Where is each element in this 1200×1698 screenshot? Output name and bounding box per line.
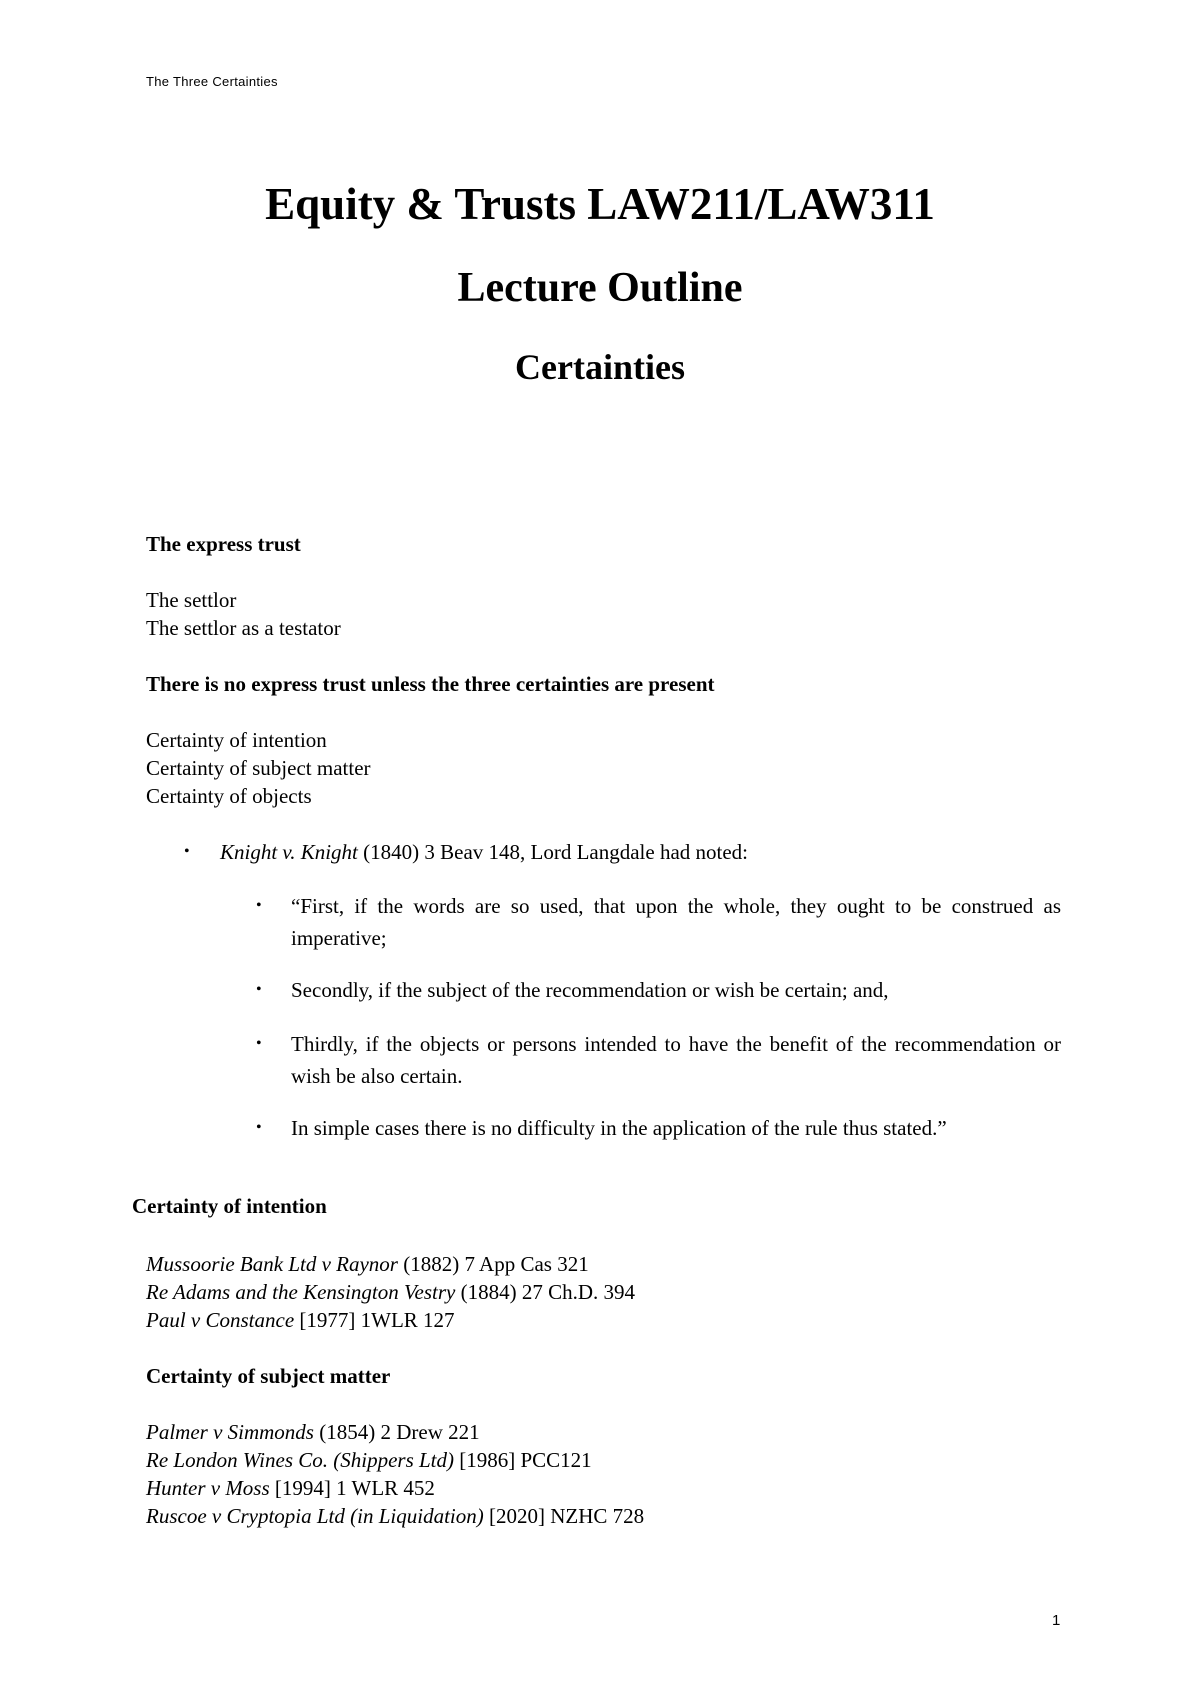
case-cite: [1994] 1 WLR 452 [269, 1476, 435, 1500]
case-citation-knight [220, 838, 748, 866]
quote-item: Thirdly, if the objects or persons intended to have the benefit of the recommendation or wish be also certain. [291, 1032, 1061, 1088]
list-item: Certainty of subject matter [146, 756, 371, 780]
list-item: Certainty of intention [146, 728, 327, 752]
case-name: Palmer v Simmonds [146, 1420, 314, 1444]
bullet-icon: • [256, 1119, 262, 1136]
case-citation [146, 1474, 435, 1502]
bullet-icon: • [256, 1035, 262, 1052]
case-cite: (1854) 2 Drew 221 [313, 1420, 480, 1444]
document-title: Equity & Trusts LAW211/LAW311 [265, 179, 935, 229]
case-name: Hunter v Moss [146, 1476, 270, 1500]
case-citation [146, 1306, 455, 1334]
section-heading-express-trust: The express trust [146, 532, 301, 556]
bullet-icon: • [256, 897, 262, 914]
list-item: The settlor [146, 588, 237, 612]
case-citation [146, 1278, 635, 1306]
list-item: The settlor as a testator [146, 616, 341, 640]
case-citation [146, 1418, 480, 1446]
quote-item: “First, if the words are so used, that upon the whole, they ought to be construed as imperative; [291, 894, 1061, 950]
case-citation [146, 1250, 589, 1278]
case-name: Mussoorie Bank Ltd v Raynor [146, 1252, 398, 1276]
quote-item: In simple cases there is no difficulty in the application of the rule thus stated.” [291, 1116, 947, 1140]
case-name: Ruscoe v Cryptopia Ltd (in Liquidation) [146, 1504, 484, 1528]
case-name: Re Adams and the Kensington Vestry [146, 1280, 456, 1304]
case-cite: [1986] PCC121 [454, 1448, 592, 1472]
case-cite: [1977] 1WLR 127 [294, 1308, 455, 1332]
list-item: Certainty of objects [146, 784, 312, 808]
quote-item: Secondly, if the subject of the recommendation or wish be certain; and, [291, 978, 889, 1002]
section-heading-intention: Certainty of intention [132, 1194, 327, 1218]
document-subtitle: Lecture Outline [457, 265, 743, 311]
case-cite: [2020] NZHC 728 [483, 1504, 645, 1528]
case-name: Re London Wines Co. (Shippers Ltd) [146, 1448, 454, 1472]
case-name: Paul v Constance [146, 1308, 295, 1332]
section-heading-three-certainties: There is no express trust unless the three certainties are present [146, 672, 715, 696]
case-cite: (1882) 7 App Cas 321 [397, 1252, 589, 1276]
case-citation [146, 1446, 592, 1474]
bullet-icon: • [256, 981, 262, 998]
running-header: The Three Certainties [146, 74, 278, 89]
case-cite: (1884) 27 Ch.D. 394 [455, 1280, 636, 1304]
page-number: 1 [1052, 1612, 1061, 1629]
section-heading-subject-matter: Certainty of subject matter [146, 1364, 391, 1388]
case-cite: (1840) 3 Beav 148, Lord Langdale had noted: [357, 840, 749, 864]
bullet-icon: • [184, 843, 190, 860]
case-name: Knight v. Knight [220, 840, 358, 864]
document-topic: Certainties [515, 347, 685, 387]
case-citation [146, 1502, 644, 1530]
